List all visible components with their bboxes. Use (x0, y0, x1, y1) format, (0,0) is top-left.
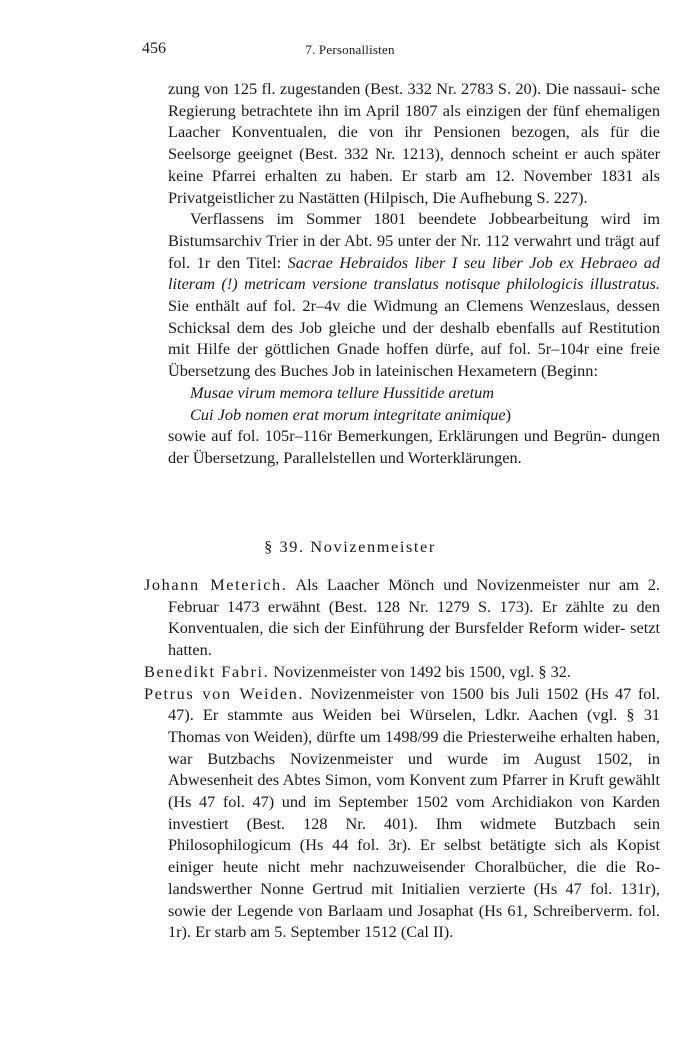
paragraph-text: Sie enthält auf fol. 2r–4v die Widmung an Clemens Wenzeslaus, dessen Schicksal dem des Job gleiche und der deshalb ebenfalls auf Restitution mit Hilfe der göttlichen Gnade hoffen dürfe, auf fol. 5r–104r eine freie Übersetzung des Buches Job in lateinischen Hexametern (Beginn: (168, 296, 660, 381)
section-heading: § 39. Novizenmeister (264, 537, 436, 556)
entry-name: Benedikt Fabri. (144, 661, 270, 681)
paragraph-job-manuscript (168, 208, 660, 382)
entry-text: Als Laacher Mönch und Novizenmeister nur am 2. Februar 1473 erwähnt (Best. 128 Nr. 1279 S. 173). Er zählte zu den Konventualen, die sich der Einführung der Bursfelder Reform wider- setzt hatten. (168, 575, 660, 660)
entry-name: Petrus von Weiden. (144, 683, 305, 703)
quote-text: Cui Job nomen erat morum integritate animique (190, 404, 506, 424)
list-item (144, 661, 660, 683)
quote-close: ) (505, 404, 512, 424)
paragraph-pension: zung von 125 fl. zugestanden (Best. 332 Nr. 2783 S. 20). Die nassaui- sche Regierung betrachtete ihn im April 1807 als einzigen der fünf ehemaligen Laacher Konventualen, die von ihr Pensionen bezogen, als für die Seelsorge geeignet (Best. 332 Nr. 1213), dennoch scheint er auch später keine Pfarrei erhalten zu haben. Er starb am 12. November 1831 als Privatgeistlicher zu Nastätten (Hilpisch, Die Aufhebung S. 227). (168, 79, 660, 207)
quote-line-2 (168, 404, 660, 426)
entry-name: Johann Meterich. (144, 575, 288, 594)
manuscript-title: Sacrae Hebraidos liber I seu liber Job ex Hebraeo ad literam (!) metricam versione translatus notisque philologicis illustratus. (168, 252, 661, 294)
entry-text: Novizenmeister von 1500 bis Juli 1502 (Hs 47 fol. 47). Er stammte aus Weiden bei Würselen, Ldkr. Aachen (vgl. § 31 Thomas von Weiden), dürfte um 1498/99 die Priesterweihe erhalten haben, war Butzbachs Novizenmeister und wurde im August 1502, in Abwesenheit des Abtes Simon, vom Konvent zum Pfarrer in Kruft gewählt (Hs 47 fol. 47) und im September 1502 vom Archidiakon von Karden investiert (Best. 128 Nr. 401). Ihm widmete Butzbach sein Philosophilogicum (Hs 44 fol. 3r). Er selbst betätigte sich als Kopist einiger heute nicht mehr nachzuweisender Choralbücher, die die Ro- landswerther Nonne Gertrud mit Initialien verzierte (Hs 47 fol. 131r), sowie der Legende von Barlaam und Josaphat (Hs 61, Schreiberverm. fol. 1r). Er starb am 5. September 1512 (Cal II). (168, 683, 660, 942)
quote-line-1: Musae virum memora tellure Hussitide aretum (190, 382, 495, 402)
running-head: 7. Personallisten (305, 42, 395, 57)
continuation-text (168, 78, 660, 469)
list-item (144, 683, 660, 943)
paragraph-text: Verflassens im Sommer 1801 beendete Jobbearbeitung wird im Bistumsarchiv Trier in der Abt. 95 unter der Nr. 112 verwahrt und trägt auf fol. 1r den Titel: (168, 209, 660, 272)
entry-list (144, 574, 660, 943)
paragraph-notes: sowie auf fol. 105r–116r Bemerkungen, Erklärungen und Begrün- dungen der Übersetzung, Parallelstellen und Worterklärungen. (168, 426, 660, 467)
entry-text: Novizenmeister von 1492 bis 1500, vgl. § 32. (269, 661, 571, 681)
list-item (144, 574, 660, 661)
page-number: 456 (142, 40, 166, 57)
